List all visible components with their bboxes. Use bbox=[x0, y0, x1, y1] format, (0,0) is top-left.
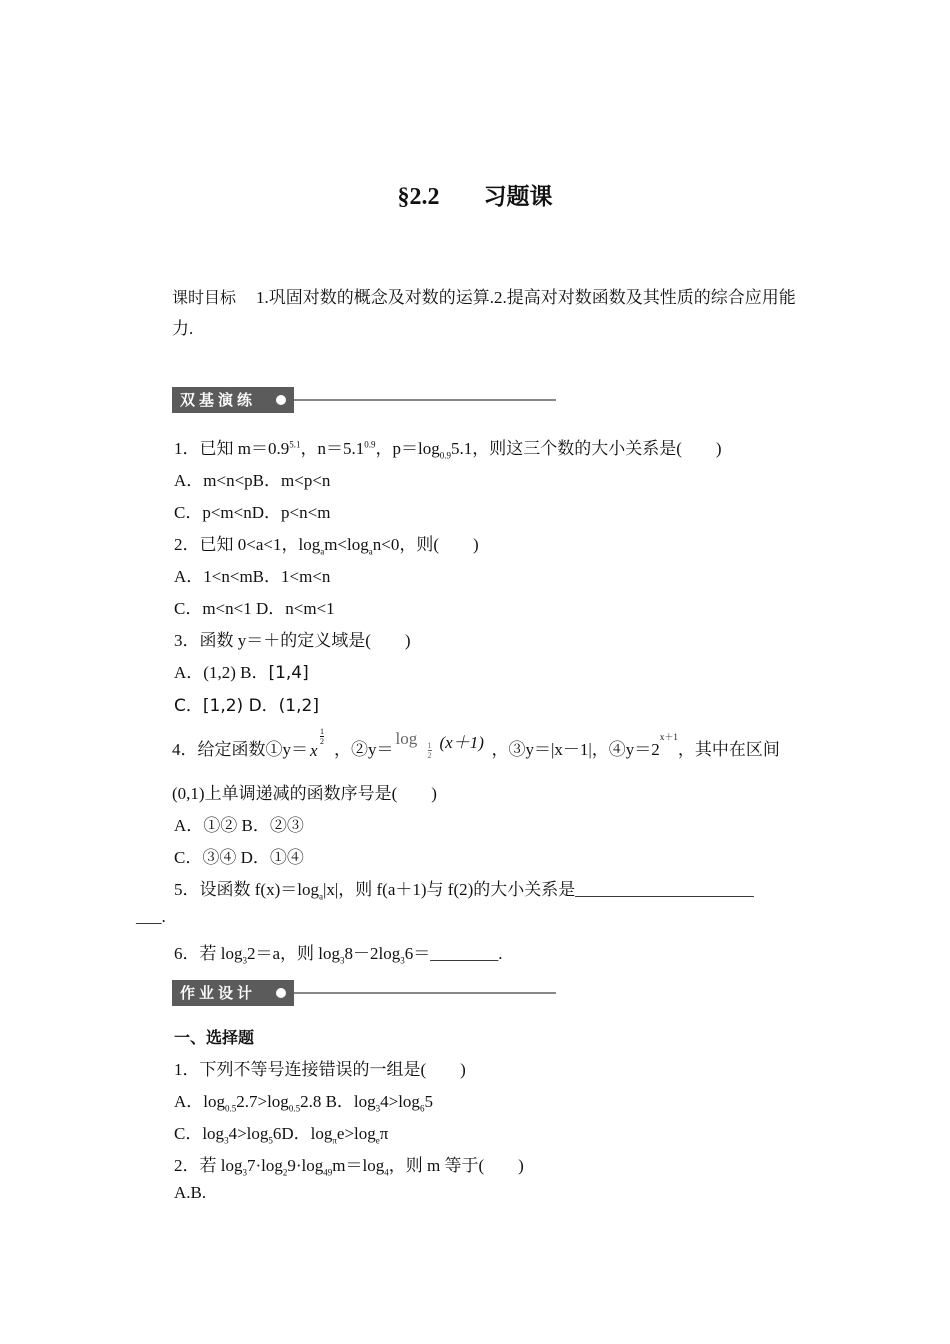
bullet-icon bbox=[276, 988, 286, 998]
question-3-options-a: A．(1,2) B．[1,4] bbox=[174, 663, 309, 683]
page-title bbox=[0, 178, 950, 211]
hw-question-2-options: A.B. bbox=[174, 1183, 207, 1202]
question-5: 5．设函数 $f(x)=\log_a|x|$，则 f(a＋1)与 f(2)的大小关系是_____________________ bbox=[174, 880, 754, 902]
objective bbox=[172, 282, 812, 344]
question-5-line-2: ___. bbox=[136, 907, 166, 926]
question-4-options-a: A．①② B．②③ bbox=[174, 816, 304, 835]
question-4-line-2: (0,1)上单调递减的函数序号是( ) bbox=[172, 784, 437, 803]
question-1: 1．已知 $m=0.9^{5.1}$，$n=5.1^{0.9}$，$p=\log_{0.9}5.1$，则这三个数的大小关系是( ) bbox=[174, 439, 722, 461]
subsection-heading: 一、选择题 bbox=[174, 1028, 255, 1047]
question-3: 3．函数 y＝＋的定义域是( ) bbox=[174, 631, 411, 650]
divider bbox=[294, 399, 556, 401]
hw-question-1: 1．下列不等号连接错误的一组是( ) bbox=[174, 1060, 466, 1079]
question-6: 6．若 $\log_32=a$，则 $\log_38-2\log_36=\_\_\_\_\_\_\_\_$. bbox=[174, 944, 503, 966]
divider bbox=[294, 992, 556, 994]
objective-text: 1.巩固对数的概念及对数的运算.2.提高对对数函数及其性质的综合应用能力. bbox=[172, 288, 796, 338]
hw-question-1-options-a: A．$\log_{0.5}2.7>\log_{0.5}2.8$ B．$\log_34>\log_65$ bbox=[174, 1092, 433, 1114]
section-tag: 双基演练 bbox=[172, 387, 294, 413]
question-2-options-a: A．1<n<mB．1<m<n bbox=[174, 567, 331, 586]
question-4-options-c: C．③④ D．①④ bbox=[174, 848, 304, 867]
question-1-options-a: A．m<n<pB．m<p<n bbox=[174, 471, 331, 490]
objective-label: 课时目标 bbox=[172, 288, 237, 307]
section-number: §2.2 bbox=[397, 184, 440, 210]
question-4: 4．给定函数①y＝ x 1 2 ，②y＝ log 1 2 (x＋1) ，③y＝|x－1|，$④y=2^{x+1}$，其中在区间 bbox=[172, 727, 780, 760]
question-2: 2．已知 0<a<1，$\log_am<\log_an<0$，则( ) bbox=[174, 535, 479, 557]
section-tag: 作业设计 bbox=[172, 980, 294, 1006]
bullet-icon bbox=[276, 395, 286, 405]
question-1-options-c: C．p<m<nD．p<n<m bbox=[174, 503, 331, 522]
title-text: 习题课 bbox=[483, 184, 553, 210]
hw-question-2: 2．若 $\log_37\cdot\log_29\cdot\log_{49}m=\log_4$，则 m 等于( ) bbox=[174, 1156, 524, 1178]
question-2-options-c: C．m<n<1 D．n<m<1 bbox=[174, 599, 335, 618]
hw-question-1-options-c: C．$\log_34>\log_56D$．$\log_\pi e>\log_e\pi$ bbox=[174, 1124, 389, 1146]
question-3-options-c: C．[1,2) D．(1,2] bbox=[174, 696, 319, 716]
